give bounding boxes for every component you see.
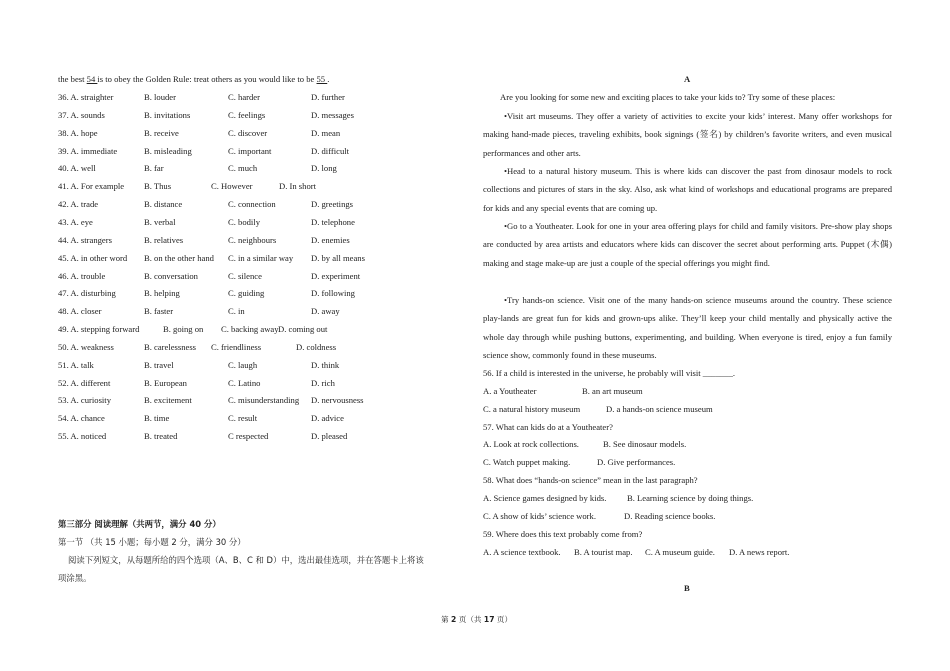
cloze-q40-option-a: 40. A. well	[58, 163, 96, 174]
section-title: 第三部分 阅读理解（共两节，满分 40 分）	[58, 519, 221, 529]
cloze-q55-option-a: 55. A. noticed	[58, 431, 107, 442]
cloze-q54-option-b: B. time	[144, 413, 170, 424]
section-subtitle: 第一节 （共 15 小题；每小题 2 分，满分 30 分）	[58, 537, 246, 547]
cloze-q44-option-d: D. enemies	[311, 234, 350, 245]
cloze-q41-option-b: B. Thus	[144, 181, 172, 192]
q58-option-d: D. Reading science books.	[624, 511, 716, 521]
q57-option-b: B. See dinosaur models.	[603, 439, 687, 449]
cloze-q42-option-b: B. distance	[144, 199, 183, 210]
cloze-q47-option-d: D. following	[311, 288, 355, 299]
q59-option-b: B. A tourist map.	[574, 547, 633, 557]
cloze-q51-option-c: C. laugh	[228, 359, 258, 370]
cloze-q43-option-c: C. bodily	[228, 216, 260, 227]
cloze-q39-option-c: C. important	[228, 145, 272, 156]
cloze-q38-option-c: C. discover	[228, 127, 268, 138]
cloze-q45-option-c: C. in a similar way	[228, 252, 294, 263]
cloze-q54-option-c: C. result	[228, 413, 258, 424]
page-footer	[441, 614, 512, 625]
question-59: 59. Where does this text probably come from?	[483, 529, 643, 539]
q57-option-d: D. Give performances.	[597, 457, 676, 467]
cloze-q49-option-c: C. backing away	[221, 324, 279, 335]
q56-option-b: B. an art museum	[582, 386, 643, 396]
cloze-q46-option-a: 46. A. trouble	[58, 270, 106, 281]
cloze-q53-option-c: C. misunderstanding	[228, 395, 300, 406]
cloze-q36-option-d: D. further	[311, 92, 345, 102]
cloze-q47-option-b: B. helping	[144, 288, 180, 299]
cloze-q53-option-d: D. nervousness	[311, 395, 364, 406]
cloze-q47-option-c: C. guiding	[228, 288, 265, 299]
cloze-q46-option-b: B. conversation	[144, 270, 198, 281]
cloze-q45-option-a: 45. A. in other word	[58, 252, 128, 263]
cloze-q36-option-c: C. harder	[228, 92, 260, 102]
cloze-q46-option-c: C. silence	[228, 270, 262, 281]
cloze-q54-option-a: 54. A. chance	[58, 413, 105, 424]
footer-post: 页）	[494, 615, 513, 624]
cloze-q50-option-a: 50. A. weakness	[58, 341, 114, 352]
cloze-q39-option-b: B. misleading	[144, 145, 192, 156]
q57-option-a: A. Look at rock collections.	[483, 439, 579, 449]
instruction-line-2: 项涂黑。	[58, 573, 92, 583]
instruction-line-1: 阅读下列短文，从每题所给的四个选项（A、B、C 和 D）中，选出最佳选项，并在答题卡上将该	[68, 555, 424, 565]
cloze-q51-option-a: 51. A. talk	[58, 359, 94, 370]
cloze-q42-option-c: C. connection	[228, 199, 276, 210]
cloze-q50-option-b: B. carelessness	[144, 341, 197, 352]
cloze-q45-option-b: B. on the other hand	[144, 252, 214, 263]
current-page-number: 2	[451, 615, 457, 624]
cloze-q39-option-a: 39. A. immediate	[58, 145, 118, 156]
cloze-q53-option-a: 53. A. curiosity	[58, 395, 111, 406]
cloze-q48-option-d: D. away	[311, 306, 340, 317]
q59-option-a: A. A science textbook.	[483, 547, 561, 557]
cloze-q48-option-a: 48. A. closer	[58, 306, 102, 317]
paragraph-youtheater: •Go to a Youtheater. Look for one in your area offering plays for child and family visitors. Pre-show play shops are conducted by area artists and educators where kids can discover the secret about performing arts. Puppet (木偶) making and stage make-up are just a couple of the special offerings you might find.	[483, 221, 892, 268]
q58-option-b: B. Learning science by doing things.	[627, 493, 754, 503]
footer-pre: 第	[441, 615, 452, 624]
q58-option-a: A. Science games designed by kids.	[483, 493, 607, 503]
cloze-q42-option-a: 42. A. trade	[58, 199, 99, 210]
cloze-q55-option-d: D. pleased	[311, 431, 348, 442]
blank-54: 54	[86, 74, 98, 84]
cloze-q55-option-c: C respected	[228, 431, 269, 442]
cloze-q41-option-c: C. However	[211, 181, 253, 192]
cloze-q50-option-c: C. friendliness	[211, 341, 262, 352]
blank-55: 55	[316, 74, 328, 84]
cloze-q43-option-b: B. verbal	[144, 216, 176, 227]
question-58: 58. What does “hands-on science” mean in the last paragraph?	[483, 475, 698, 485]
question-56: 56. If a child is interested in the universe, he probably will visit _______.	[483, 368, 736, 378]
cloze-q51-option-b: B. travel	[144, 359, 174, 370]
q57-option-c: C. Watch puppet making.	[483, 457, 571, 467]
cloze-q39-option-d: D. difficult	[311, 145, 350, 156]
cloze-q49-option-a: 49. A. stepping forward	[58, 324, 140, 335]
cloze-q38-option-a: 38. A. hope	[58, 127, 98, 138]
cloze-q36-option-b: B. louder	[144, 92, 176, 102]
cloze-q44-option-a: 44. A. strangers	[58, 234, 112, 245]
paragraph-natural-history: •Head to a natural history museum. This is where kids can discover the past from dinosaur models to rock collections and pictures of stars in the sky. Also, ask what kind of workshops and educational programs are prepared for kids and any special events that are coming up.	[483, 166, 892, 213]
paragraph-art-museums: •Visit art museums. They offer a variety of activities to excite your kids’ interest. Many offer workshops for making hand-made pieces, traveling exhibits, book signings (签名) by children’s favorite writers, and even musical performances and other arts.	[483, 111, 892, 158]
cloze-q53-option-b: B. excitement	[144, 395, 192, 406]
cloze-q52-option-d: D. rich	[311, 377, 335, 388]
cloze-q44-option-b: B. relatives	[144, 234, 184, 245]
cloze-q40-option-d: D. long	[311, 163, 337, 174]
cloze-q52-option-b: B. European	[144, 377, 187, 388]
paragraph-hands-on-science: •Try hands-on science. Visit one of the many hands-on science museums around the country. These science play-lands are great fun for kids and grown-ups alike. They’ll keep your child mentally and physically active the whole day through while pushing buttons, experimenting, and building. When everyone is tired, enjoy a fun family science show, commonly found in these museums.	[483, 295, 892, 361]
cloze-q37-option-a: 37. A. sounds	[58, 109, 105, 120]
intro-pre: the best	[58, 74, 87, 84]
cloze-q52-option-c: C. Latino	[228, 377, 261, 388]
cloze-q43-option-a: 43. A. eye	[58, 216, 93, 227]
cloze-q54-option-d: D. advice	[311, 413, 344, 424]
passage-fragment	[58, 74, 329, 85]
total-page-number: 17	[483, 615, 495, 624]
cloze-q41-option-d: D. In short	[279, 181, 316, 192]
cloze-q49-option-d: D. coming out	[278, 324, 328, 335]
cloze-q49-option-b: B. going on	[163, 324, 204, 335]
passage-b-heading: B	[684, 583, 690, 593]
q56-option-c: C. a natural history museum	[483, 404, 581, 414]
cloze-q42-option-d: D. greetings	[311, 199, 354, 210]
cloze-q51-option-d: D. think	[311, 359, 340, 370]
cloze-q40-option-c: C. much	[228, 163, 258, 174]
cloze-q50-option-d: D. coldness	[296, 341, 337, 352]
cloze-q37-option-b: B. invitations	[144, 109, 191, 120]
q56-option-a: A. a Youtheater	[483, 386, 537, 396]
cloze-q48-option-c: C. in	[228, 306, 245, 317]
intro-mid: is to obey the Golden Rule: treat others as you would like to be	[97, 74, 317, 84]
cloze-q47-option-a: 47. A. disturbing	[58, 288, 116, 299]
q58-option-c: C. A show of kids’ science work.	[483, 511, 596, 521]
cloze-q40-option-b: B. far	[144, 163, 164, 174]
cloze-q38-option-b: B. receive	[144, 127, 179, 138]
cloze-q37-option-d: D. messages	[311, 109, 354, 120]
q56-option-d: D. a hands-on science museum	[606, 404, 713, 414]
cloze-q38-option-d: D. mean	[311, 127, 341, 138]
passage-a-heading: A	[684, 74, 691, 84]
cloze-q45-option-d: D. by all means	[311, 252, 365, 263]
q59-option-c: C. A museum guide.	[645, 547, 715, 557]
cloze-q55-option-b: B. treated	[144, 431, 178, 442]
cloze-q44-option-c: C. neighbours	[228, 234, 277, 245]
cloze-q41-option-a: 41. A. For example	[58, 181, 125, 192]
cloze-q37-option-c: C. feelings	[228, 109, 266, 120]
cloze-q36-option-a: 36. A. straighter	[58, 92, 114, 102]
cloze-q46-option-d: D. experiment	[311, 270, 361, 281]
footer-mid: 页（共	[456, 615, 484, 624]
cloze-q52-option-a: 52. A. different	[58, 377, 111, 388]
cloze-q43-option-d: D. telephone	[311, 216, 355, 227]
q59-option-d: D. A news report.	[729, 547, 790, 557]
passage-intro: Are you looking for some new and exciting places to take your kids to? Try some of these places:	[500, 92, 836, 102]
intro-post: .	[327, 74, 330, 84]
cloze-q48-option-b: B. faster	[144, 306, 174, 317]
question-57: 57. What can kids do at a Youtheater?	[483, 422, 613, 432]
